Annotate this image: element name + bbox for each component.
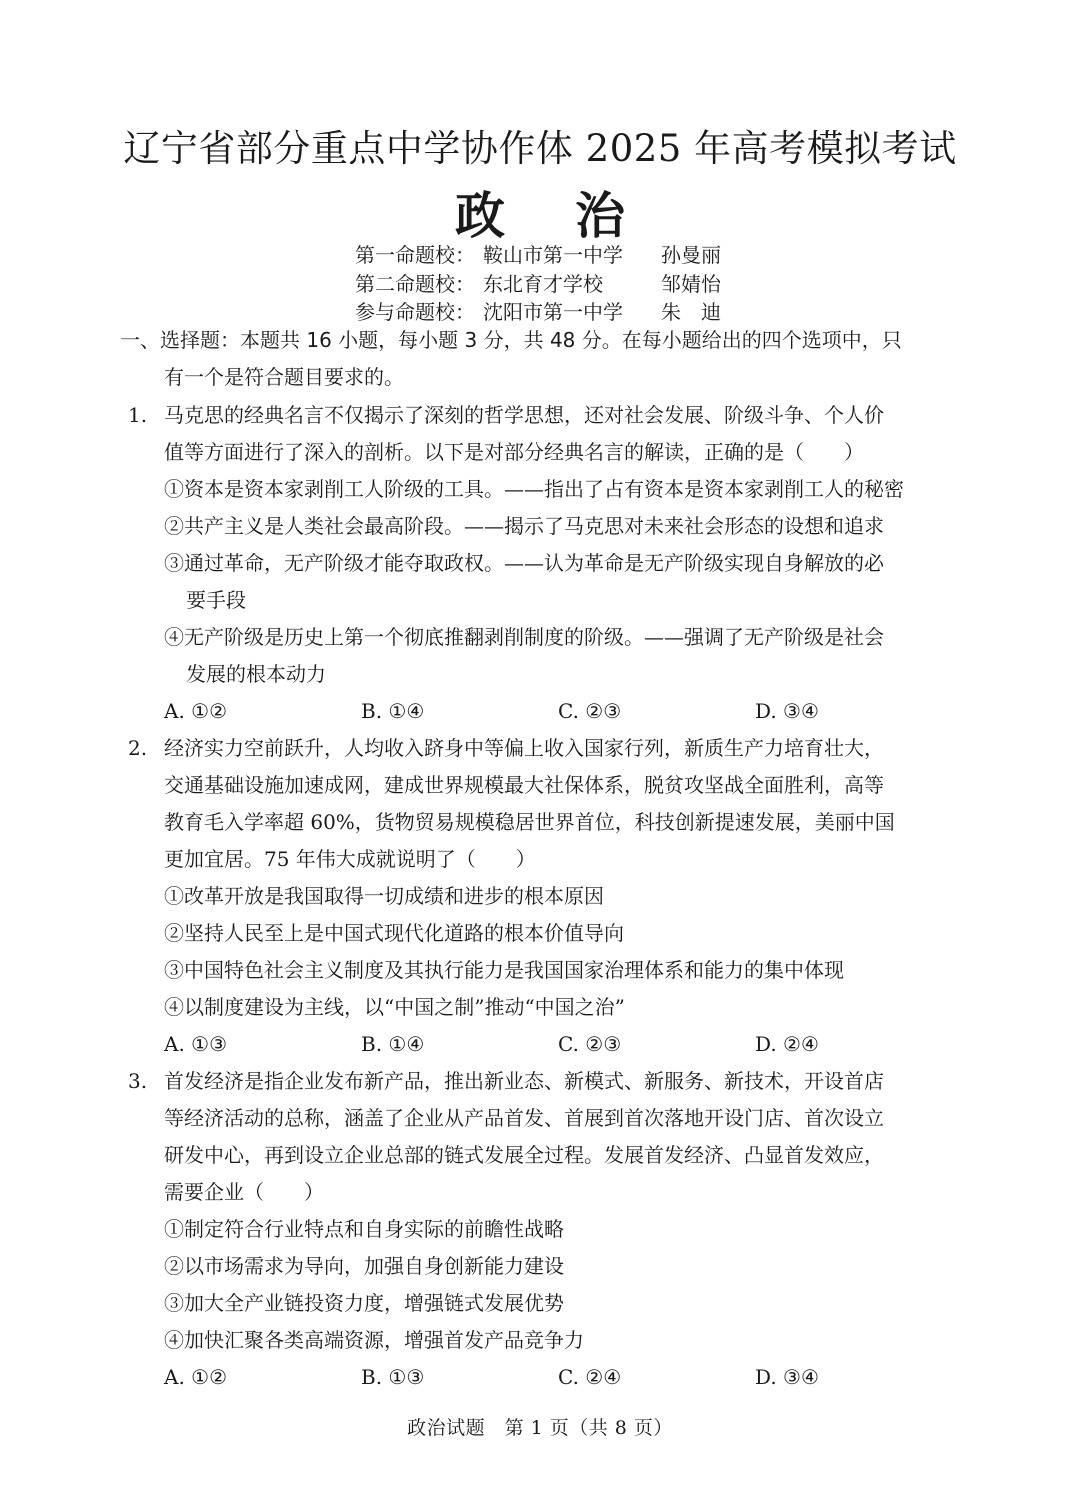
statement-item: ②以市场需求为导向，加强自身创新能力建设 — [164, 1254, 564, 1278]
answer-options — [128, 693, 968, 730]
question-stem-line: 交通基础设施加速成网，建成世界规模最大社保体系，脱贫攻坚战全面胜利，高等 — [164, 773, 884, 797]
school-name: 东北育才学校 — [483, 271, 603, 296]
option-a: A. ①② — [164, 699, 228, 723]
option-c: C. ②③ — [558, 1032, 622, 1056]
statement-item: ②坚持人民至上是中国式现代化道路的根本价值导向 — [164, 921, 624, 945]
exam-title: 辽宁省部分重点中学协作体 2025 年高考模拟考试 — [123, 127, 957, 170]
school-name: 鞍山市第一中学 — [483, 243, 623, 267]
statement-item: ④无产阶级是历史上第一个彻底推翻剥削制度的阶级。——强调了无产阶级是社会 — [164, 625, 884, 649]
answer-options — [128, 1359, 968, 1396]
statement-item: ②共产主义是人类社会最高阶段。——揭示了马克思对未来社会形态的设想和追求 — [164, 514, 884, 538]
section-line-1: 一、选择题：本题共 16 小题，每小题 3 分，共 48 分。在每小题给出的四个选项中，只 — [120, 328, 902, 352]
option-b: B. ①④ — [361, 699, 425, 723]
school-name: 沈阳市第一中学 — [483, 300, 623, 324]
question-stem-line: 更加宜居。75 年伟大成就说明了（ ） — [164, 847, 536, 871]
school-person: 孙曼丽 — [661, 243, 721, 267]
question-2 — [128, 730, 968, 1063]
option-b: B. ①④ — [361, 1032, 425, 1056]
question-stem-line: 首发经济是指企业发布新产品，推出新业态、新模式、新服务、新技术，开设首店 — [164, 1069, 884, 1093]
option-b: B. ①③ — [361, 1365, 425, 1389]
section-heading — [120, 322, 970, 396]
question-stem-line: 经济实力空前跃升，人均收入跻身中等偏上收入国家行列，新质生产力培育壮大， — [164, 736, 884, 760]
statement-item-continued: 发展的根本动力 — [186, 662, 326, 686]
option-d: D. ③④ — [755, 699, 819, 723]
question-number: 1. — [128, 403, 148, 427]
question-stem-line: 需要企业（ ） — [164, 1180, 324, 1204]
school-credits — [355, 241, 721, 327]
school-label: 第二命题校： — [355, 271, 475, 296]
statement-item: ①制定符合行业特点和自身实际的前瞻性战略 — [164, 1217, 564, 1241]
school-row — [355, 241, 721, 270]
question-stem-line: 等经济活动的总称，涵盖了企业从产品首发、首展到首次落地开设门店、首次设立 — [164, 1106, 884, 1130]
subject-char-2: 治 — [575, 186, 625, 245]
option-d: D. ②④ — [755, 1032, 819, 1056]
statement-item: ④以制度建设为主线，以“中国之制”推动“中国之治” — [164, 995, 625, 1019]
option-d: D. ③④ — [755, 1365, 819, 1389]
school-label: 参与命题校： — [355, 300, 475, 324]
school-person: 朱 迪 — [661, 300, 721, 324]
statement-item: ④加快汇聚各类高端资源，增强首发产品竞争力 — [164, 1328, 584, 1352]
statement-item: ③中国特色社会主义制度及其执行能力是我国国家治理体系和能力的集中体现 — [164, 958, 844, 982]
question-stem-line: 马克思的经典名言不仅揭示了深刻的哲学思想，还对社会发展、阶级斗争、个人价 — [164, 403, 884, 427]
school-person: 邹婧怡 — [661, 271, 721, 296]
question-3 — [128, 1063, 968, 1396]
option-c: C. ②④ — [558, 1365, 622, 1389]
option-a: A. ①③ — [164, 1032, 228, 1056]
question-stem-line: 值等方面进行了深入的剖析。以下是对部分经典名言的解读，正确的是（ ） — [164, 440, 864, 464]
question-number: 2. — [128, 736, 148, 760]
school-label: 第一命题校： — [355, 243, 475, 267]
option-c: C. ②③ — [558, 699, 622, 723]
statement-item-continued: 要手段 — [186, 588, 246, 612]
question-number: 3. — [128, 1069, 148, 1093]
question-stem-line: 研发中心，再到设立企业总部的链式发展全过程。发展首发经济、凸显首发效应， — [164, 1143, 884, 1167]
option-a: A. ①② — [164, 1365, 228, 1389]
school-row — [355, 270, 721, 299]
answer-options — [128, 1026, 968, 1063]
page-footer: 政治试题 第 1 页（共 8 页） — [407, 1417, 673, 1439]
statement-item: ①资本是资本家剥削工人阶级的工具。——指出了占有资本是资本家剥削工人的秘密 — [164, 477, 904, 501]
statement-item: ③通过革命，无产阶级才能夺取政权。——认为革命是无产阶级实现自身解放的必 — [164, 551, 884, 575]
subject-title — [0, 176, 1080, 248]
question-1 — [128, 397, 968, 730]
statement-item: ③加大全产业链投资力度，增强链式发展优势 — [164, 1291, 564, 1315]
statement-item: ①改革开放是我国取得一切成绩和进步的根本原因 — [164, 884, 604, 908]
question-stem-line: 教育毛入学率超 60%，货物贸易规模稳居世界首位，科技创新提速发展，美丽中国 — [164, 810, 895, 834]
subject-char-1: 政 — [455, 186, 505, 245]
section-line-2: 有一个是符合题目要求的。 — [164, 365, 404, 389]
